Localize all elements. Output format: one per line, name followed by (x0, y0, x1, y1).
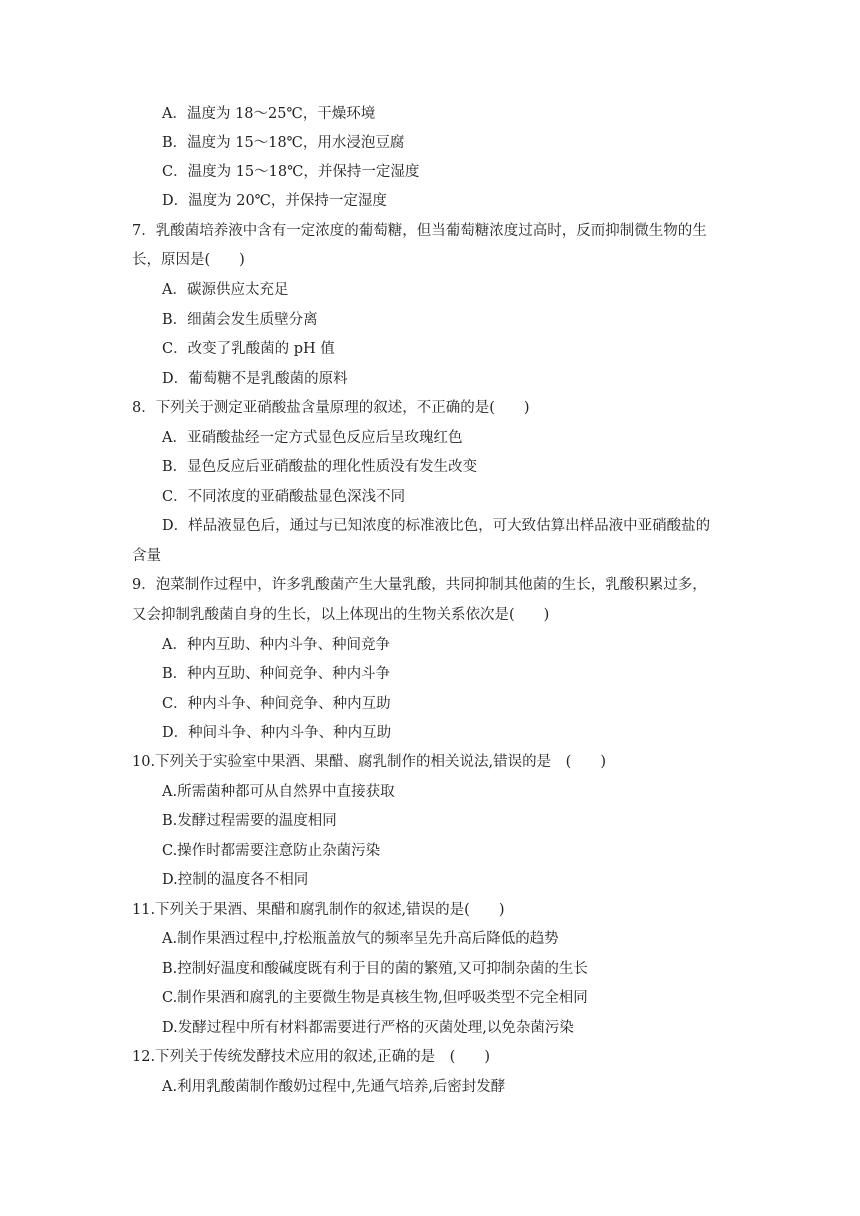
q10-option-c: C.操作时都需要注意防止杂菌污染 (162, 843, 381, 859)
q11-option-b: B.控制好温度和酸碱度既有利于目的菌的繁殖,又可抑制杂菌的生长 (162, 961, 588, 977)
q10-option-b: B.发酵过程需要的温度相同 (162, 813, 337, 829)
q7-stem-line1: 7．乳酸菌培养液中含有一定浓度的葡萄糖，但当葡萄糖浓度过高时，反而抑制微生物的生 (132, 223, 707, 239)
q8-option-a: A．亚硝酸盐经一定方式显色反应后呈玫瑰红色 (162, 430, 463, 446)
q7-option-b: B．细菌会发生质壁分离 (162, 312, 318, 328)
q6-option-c: C．温度为 15～18℃，并保持一定湿度 (162, 164, 420, 180)
q10-stem: 10.下列关于实验室中果酒、果醋、腐乳制作的相关说法,错误的是 ( ) (132, 754, 606, 770)
q9-stem-line1: 9．泡菜制作过程中，许多乳酸菌产生大量乳酸，共同抑制其他菌的生长，乳酸积累过多， (132, 577, 707, 593)
q8-option-d: D．样品液显色后，通过与已知浓度的标准液比色，可大致估算出样品液中亚硝酸盐的 (162, 518, 711, 534)
q11-option-d: D.发酵过程中所有材料都需要进行严格的灭菌处理,以免杂菌污染 (162, 1020, 574, 1036)
q8-option-b: B．显色反应后亚硝酸盐的理化性质没有发生改变 (162, 459, 478, 475)
q8-stem: 8．下列关于测定亚硝酸盐含量原理的叙述，不正确的是( ) (132, 400, 530, 416)
q11-option-c: C.制作果酒和腐乳的主要微生物是真核生物,但呼吸类型不完全相同 (162, 990, 588, 1006)
q11-stem: 11.下列关于果酒、果醋和腐乳制作的叙述,错误的是( ) (132, 902, 505, 918)
q8-option-d-continued: 含量 (132, 548, 161, 564)
q6-option-b: B．温度为 15～18℃，用水浸泡豆腐 (162, 135, 405, 151)
q8-option-c: C．不同浓度的亚硝酸盐显色深浅不同 (162, 489, 406, 505)
q7-stem-line2: 长，原因是( ) (132, 252, 245, 268)
q9-option-a: A．种内互助、种内斗争、种间竞争 (162, 637, 390, 653)
q11-option-a: A.制作果酒过程中,拧松瓶盖放气的频率呈先升高后降低的趋势 (162, 931, 559, 947)
q6-option-a: A．温度为 18～25℃，干燥环境 (162, 106, 376, 122)
q7-option-c: C．改变了乳酸菌的 pH 值 (162, 341, 335, 357)
q12-option-a: A.利用乳酸菌制作酸奶过程中,先通气培养,后密封发酵 (162, 1079, 506, 1095)
q7-option-d: D．葡萄糖不是乳酸菌的原料 (162, 371, 348, 387)
q10-option-a: A.所需菌种都可从自然界中直接获取 (162, 784, 395, 800)
q9-option-b: B．种内互助、种间竞争、种内斗争 (162, 666, 391, 682)
q9-option-c: C．种内斗争、种间竞争、种内互助 (162, 696, 391, 712)
q7-option-a: A．碳源供应太充足 (162, 282, 289, 298)
q6-option-d: D．温度为 20℃，并保持一定湿度 (162, 193, 387, 209)
q10-option-d: D.控制的温度各不相同 (162, 872, 309, 888)
q9-option-d: D．种间斗争、种内斗争、种内互助 (162, 725, 392, 741)
q12-stem: 12.下列关于传统发酵技术应用的叙述,正确的是 ( ) (132, 1049, 490, 1065)
q9-stem-line2: 又会抑制乳酸菌自身的生长，以上体现出的生物关系依次是( ) (132, 607, 550, 623)
